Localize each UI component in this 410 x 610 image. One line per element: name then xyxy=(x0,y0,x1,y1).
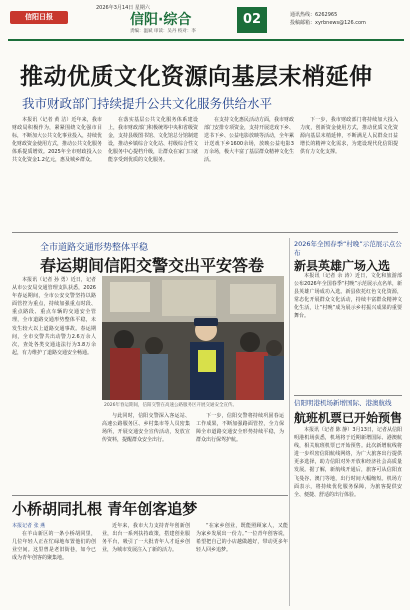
contact-phone: 通讯热线：6262965 xyxy=(290,12,338,18)
kicker-right1: 2026年全国春季“村晚”示范展示点公布 xyxy=(294,240,402,257)
article3-col2: 近年来，我市大力支持青年创新创业，出台一系列扶持政策，搭建创业服务平台，吸引了一大批青年人才返乡创业，为城市发展注入了新的活力。 xyxy=(102,523,190,554)
divider-article3 xyxy=(12,495,288,496)
headline-article1[interactable]: 推动优质文化资源向基层末梢延伸 xyxy=(20,64,373,90)
article2-col1: 本报讯（记者 孙 勇）近日，记者从市公安局交通管理支队获悉，2026年春运期间，全市公安交警坚持以路面管控为重点，持续加强重点时段、重点路段、重点车辆的交通安全管理，全市道路交通形势整体平稳，未发生较大以上道路交通事故。春运期间，全市交警共出动警力2.6万余人次，查处各类交通违法行为3.8万余起，有力维护了道路交通安全畅通。 xyxy=(12,277,96,356)
masthead xyxy=(8,3,404,43)
photo-caption: 2026年春运期间，信阳交警在高速公路服务区开展交通安全宣传。 xyxy=(104,403,237,408)
news-photo[interactable] xyxy=(102,276,284,400)
kicker-right2: 信阳明港机场新增国际、港澳航线 xyxy=(294,399,392,407)
masthead-rule xyxy=(8,39,404,41)
contact-info xyxy=(290,11,366,27)
byline: 本报记者 张 燕 xyxy=(12,523,46,529)
headline-right1[interactable]: 新县英雄广场入选 xyxy=(294,259,391,273)
headline-article2[interactable]: 春运期间信阳交警交出平安答卷 xyxy=(40,256,265,275)
article1-col3: 在支持文化惠民活动方面，我市财政部门安排专项资金，支持开展送戏下乡、送书下乡、公益电影放映等活动，全年累计送戏下乡1600余场，放映公益电影3万余场，极大丰富了基层群众精神文化生活。 xyxy=(204,117,294,164)
headline-right2[interactable]: 航班机票已开始预售 xyxy=(294,411,403,425)
section-title: 信阳·综合 xyxy=(130,12,192,28)
newspaper-brand: 信阳日报 xyxy=(10,11,68,24)
divider-right xyxy=(294,395,402,396)
article3-col3: “在家乡创业，既能照顾家人，又能为家乡发展出一份力。”一位青年创客说，希望把自己的小店越做越好，带动更多年轻人回乡追梦。 xyxy=(196,523,288,554)
contact-email: 投稿邮箱：xyrbnews@126.com xyxy=(290,20,366,26)
divider-article1 xyxy=(12,232,398,233)
page-number: 02 xyxy=(237,7,267,33)
column-divider xyxy=(289,238,290,606)
right2-body: 本报讯（记者 陈 静）3月13日，记者从信阳明港机场获悉，机场将于近期新增国际、港澳航线，相关航班机票已开始预售。此次新增航线将进一步织密信阳航线网络，为广大旅客出行提供更多选择，助力信阳对外开放和经济社会高质量发展。据了解，新航线开通后，旅客可从信阳直飞曼谷、澳门等地，出行时间大幅缩短。机场方面表示，将持续优化服务保障，为旅客提供安全、便捷、舒适的出行体验。 xyxy=(294,427,402,498)
subhead-article1: 我市财政部门持续提升公共文化服务供给水平 xyxy=(22,96,273,111)
right1-body: 本报讯（记者 余 涛）近日，文化和旅游部公布2026年全国春季“村晚”示范展示点名单，新县英雄广场成功入选。新县依托红色文化资源，常态化开展群众文化活动，持续丰富群众精神文化生活，让“村晚”成为展示乡村振兴成果的重要舞台。 xyxy=(294,273,402,320)
article3-col1: 本报记者 张 燕 在羊山新区的一条小桥胡同里，几位年轻人正在忙碌地布置他们的创业空间。这里曾是老旧街巷，如今已成为青年创客的聚集地。 xyxy=(12,523,96,562)
article1-col4: 下一步，我市财政部门将持续加大投入力度，创新资金使用方式，推动优质文化资源向基层末梢延伸，不断满足人民群众日益增长的精神文化需求，为建设现代化信阳提供有力文化支撑。 xyxy=(300,117,398,156)
traffic-police-photo xyxy=(102,276,284,400)
issue-date: 2026年3月14日 星期六 xyxy=(96,5,150,11)
article1-col1: 本报讯（记者 黄 洁）近年来，我市财政局积极作为，紧紧围绕文化强市目标，不断加大公共文化事业投入，持续优化财政资金使用方式，推动公共文化服务体系提质增效。2025年全市财政投入公共文化资金1.2亿元，惠及城乡群众。 xyxy=(12,117,102,164)
kicker-article2: 全市道路交通形势整体平稳 xyxy=(40,243,149,253)
headline-article3[interactable]: 小桥胡同扎根 青年创客追梦 xyxy=(12,500,198,518)
article1-col2: 在落实基层公共文化服务体系建设上，我市财政部门积极统筹中央和省级资金，支持县级图书馆、文化馆总分馆制建设，推动乡镇综合文化站、村级综合性文化服务中心提档升级，让群众在家门口就能享受到优质的文化服务。 xyxy=(108,117,198,164)
editor-credits: 责编：温斌 审读：吴丹 校对：李 xyxy=(130,29,196,34)
article2-col2: 与此同时，信阳交警深入客运站、高速公路服务区、乡村集市等人员密集场所，开展交通安全宣传活动，发放宣传资料，提醒群众安全出行。 xyxy=(102,413,190,444)
article2-col3: 下一步，信阳交警将持续巩固春运工作成果，不断加强路面管控，全力保障全市道路交通安全形势持续平稳，为群众出行保驾护航。 xyxy=(196,413,284,444)
